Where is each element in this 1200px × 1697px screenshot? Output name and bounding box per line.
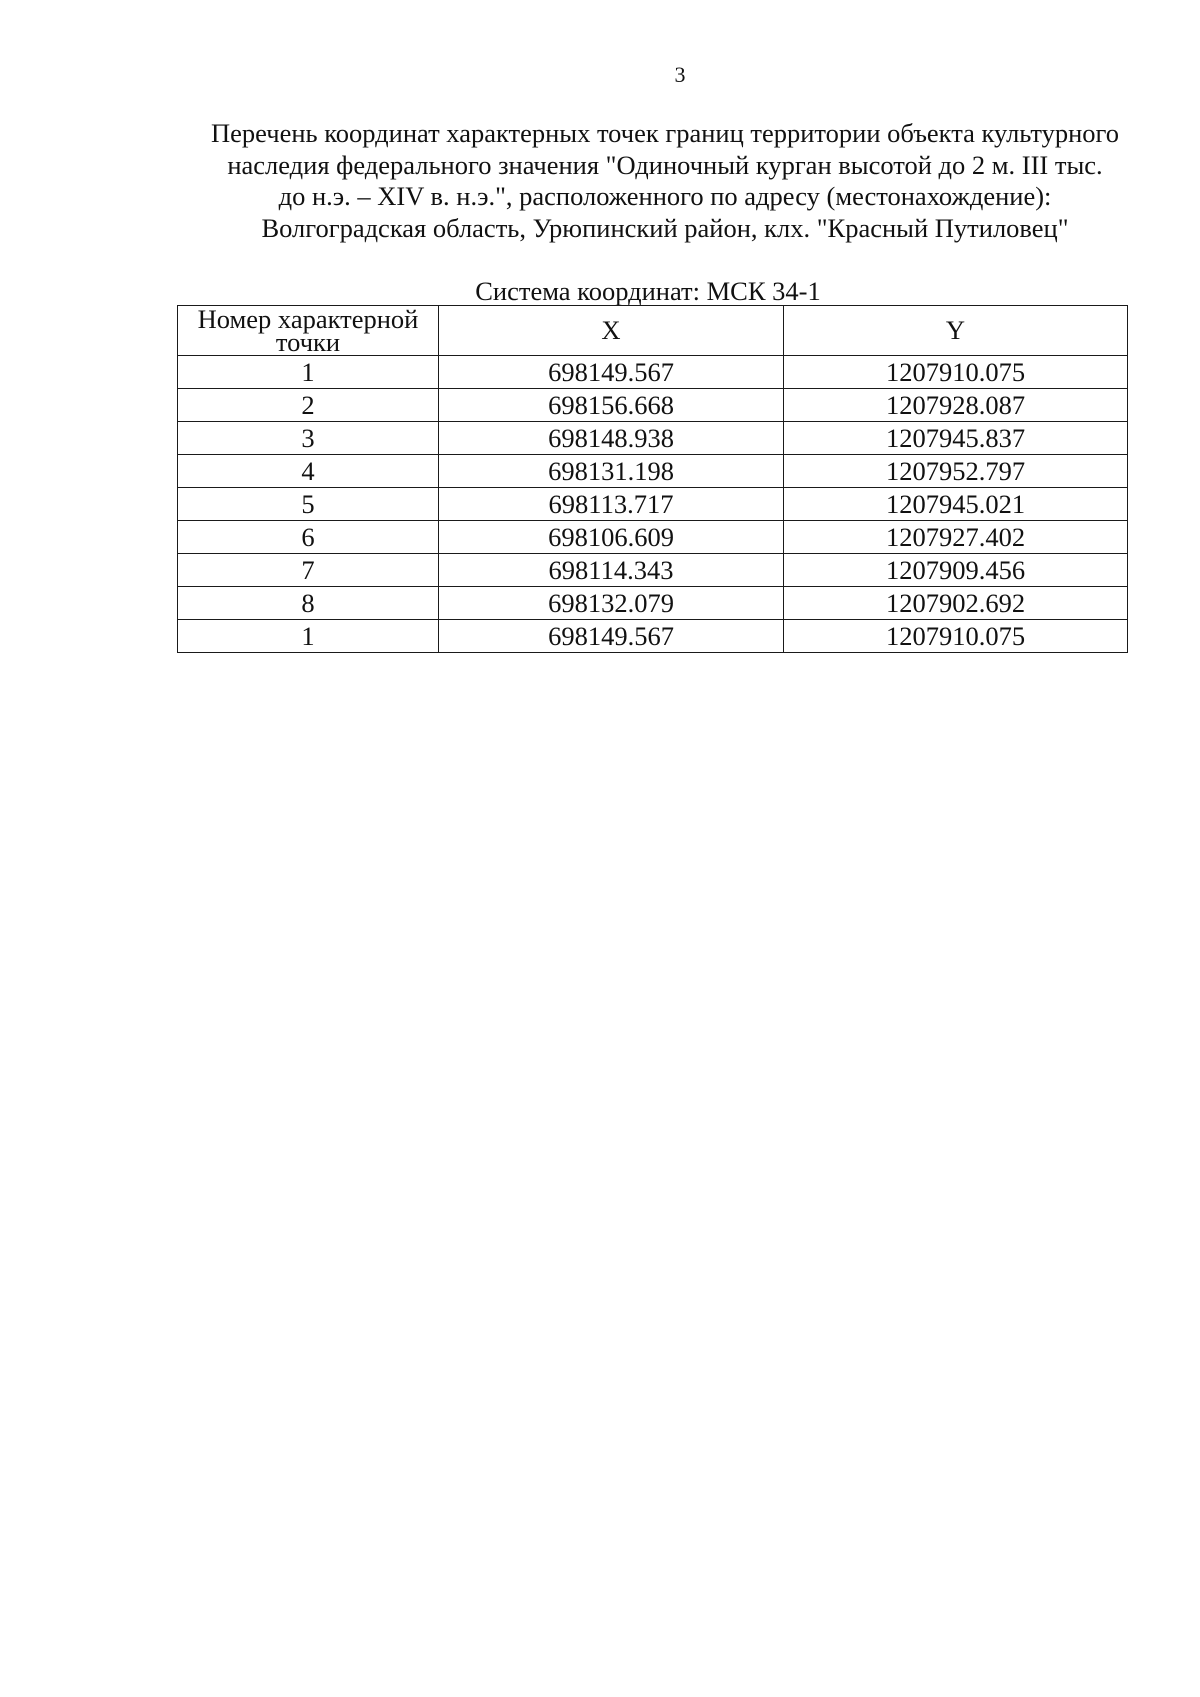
y-coordinate-cell: 1207927.402 (784, 521, 1128, 554)
y-coordinate-cell: 1207952.797 (784, 455, 1128, 488)
title-line: Волгоградская область, Урюпинский район, клх. "Красный Путиловец" (261, 212, 1069, 243)
table-row (178, 455, 1128, 488)
table-row (178, 587, 1128, 620)
coordinates-table (177, 305, 1128, 653)
x-coordinate-cell: 698132.079 (439, 587, 784, 620)
table-row (178, 488, 1128, 521)
coordinate-system-caption: Система координат: МСК 34-1 (475, 276, 821, 306)
table-header-row (178, 306, 1128, 356)
point-number-cell: 1 (178, 620, 439, 653)
title-line: Перечень координат характерных точек границ территории объекта культурного (211, 118, 1119, 148)
x-coordinate-cell: 698106.609 (439, 521, 784, 554)
y-coordinate-cell: 1207945.021 (784, 488, 1128, 521)
y-coordinate-cell: 1207910.075 (784, 620, 1128, 653)
column-header-x: X (439, 306, 784, 356)
table-row (178, 422, 1128, 455)
x-coordinate-cell: 698113.717 (439, 488, 784, 521)
x-coordinate-cell: 698156.668 (439, 389, 784, 422)
table-row (178, 620, 1128, 653)
x-coordinate-cell: 698131.198 (439, 455, 784, 488)
table-row (178, 521, 1128, 554)
point-number-cell: 8 (178, 587, 439, 620)
y-coordinate-cell: 1207928.087 (784, 389, 1128, 422)
y-coordinate-cell: 1207945.837 (784, 422, 1128, 455)
x-coordinate-cell: 698114.343 (439, 554, 784, 587)
page-number: 3 (674, 62, 686, 87)
document-title (170, 118, 1160, 244)
point-number-cell: 4 (178, 455, 439, 488)
column-header-line: Номер характерной (197, 303, 419, 334)
table-row (178, 356, 1128, 389)
y-coordinate-cell: 1207910.075 (784, 356, 1128, 389)
point-number-cell: 6 (178, 521, 439, 554)
point-number-cell: 5 (178, 488, 439, 521)
point-number-cell: 1 (178, 356, 439, 389)
table-row (178, 389, 1128, 422)
point-number-cell: 3 (178, 422, 439, 455)
x-coordinate-cell: 698149.567 (439, 620, 784, 653)
y-coordinate-cell: 1207909.456 (784, 554, 1128, 587)
title-line: до н.э. – XIV в. н.э.", расположенного по адресу (местонахождение): (278, 181, 1052, 211)
column-header-line: точки (275, 326, 341, 357)
point-number-cell: 7 (178, 554, 439, 587)
title-line: наследия федерального значения "Одиночный курган высотой до 2 м. III тыс. (227, 149, 1103, 180)
x-coordinate-cell: 698149.567 (439, 356, 784, 389)
column-header-point-number (178, 303, 439, 357)
y-coordinate-cell: 1207902.692 (784, 587, 1128, 620)
table-row (178, 554, 1128, 587)
point-number-cell: 2 (178, 389, 439, 422)
x-coordinate-cell: 698148.938 (439, 422, 784, 455)
column-header-y: Y (784, 306, 1128, 356)
